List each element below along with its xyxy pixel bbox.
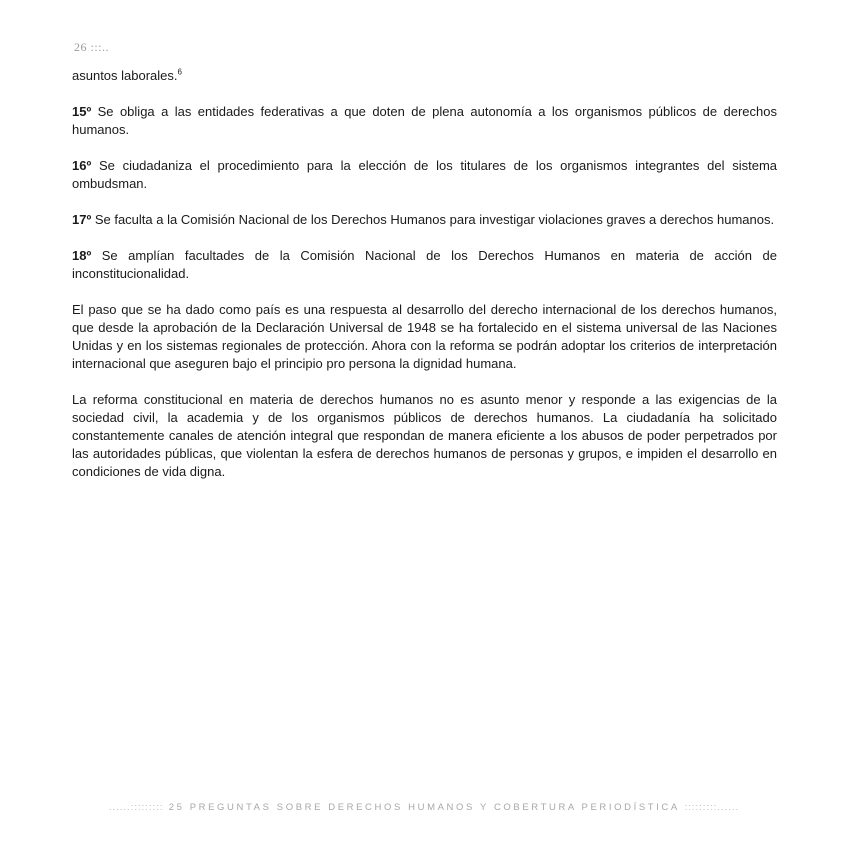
list-item xyxy=(72,247,777,283)
intro-text: asuntos laborales. xyxy=(72,68,178,83)
footer-title: 25 PREGUNTAS SOBRE DERECHOS HUMANOS Y COBERTURA PERIODÍSTICA xyxy=(168,802,680,813)
footnote-ref: 6 xyxy=(177,67,182,77)
item-number: 16º xyxy=(72,158,92,173)
list-item xyxy=(72,103,777,139)
item-number: 18º xyxy=(72,248,92,263)
page-number: 26 :::.. xyxy=(74,40,110,54)
item-number: 17º xyxy=(72,212,92,227)
intro-line xyxy=(72,67,777,85)
footer-left-dots: ......::::::::: xyxy=(108,802,164,813)
footer-right-dots: :::::::::...... xyxy=(684,802,740,813)
list-item xyxy=(72,211,777,229)
item-text: Se faculta a la Comisión Nacional de los Derechos Humanos para investigar violaciones graves a derechos humanos. xyxy=(91,212,775,227)
item-text: Se obliga a las entidades federativas a que doten de plena autonomía a los organismos públicos de derechos humanos. xyxy=(72,104,777,137)
list-item xyxy=(72,157,777,193)
item-text: Se ciudadaniza el procedimiento para la elección de los titulares de los organismos integrantes del sistema ombudsman. xyxy=(72,158,777,191)
body-paragraph: La reforma constitucional en materia de derechos humanos no es asunto menor y responde a las exigencias de la sociedad civil, la academia y de los organismos públicos de derechos humanos. La ciudadanía ha solicitado constantemente canales de atención integral que respondan de manera eficiente a los abusos de poder perpetrados por las autoridades públicas, que violentan la esfera de derechos humanos de personas y grupos, e impiden el desarrollo en condiciones de vida digna. xyxy=(72,392,777,479)
running-footer xyxy=(0,802,848,813)
body-paragraph: El paso que se ha dado como país es una respuesta al desarrollo del derecho internacional de los derechos humanos, que desde la aprobación de la Declaración Universal de 1948 se ha fortalecido en el sistema universal de las Naciones Unidas y en los sistemas regionales de protección. Ahora con la reforma se podrán adoptar los criterios de interpretación internacional que aseguren bajo el principio pro persona la dignidad humana. xyxy=(72,302,777,371)
item-text: Se amplían facultades de la Comisión Nacional de los Derechos Humanos en materia de acción de inconstitucionalidad. xyxy=(72,248,777,281)
item-number: 15º xyxy=(72,104,92,119)
document-body xyxy=(72,67,777,499)
